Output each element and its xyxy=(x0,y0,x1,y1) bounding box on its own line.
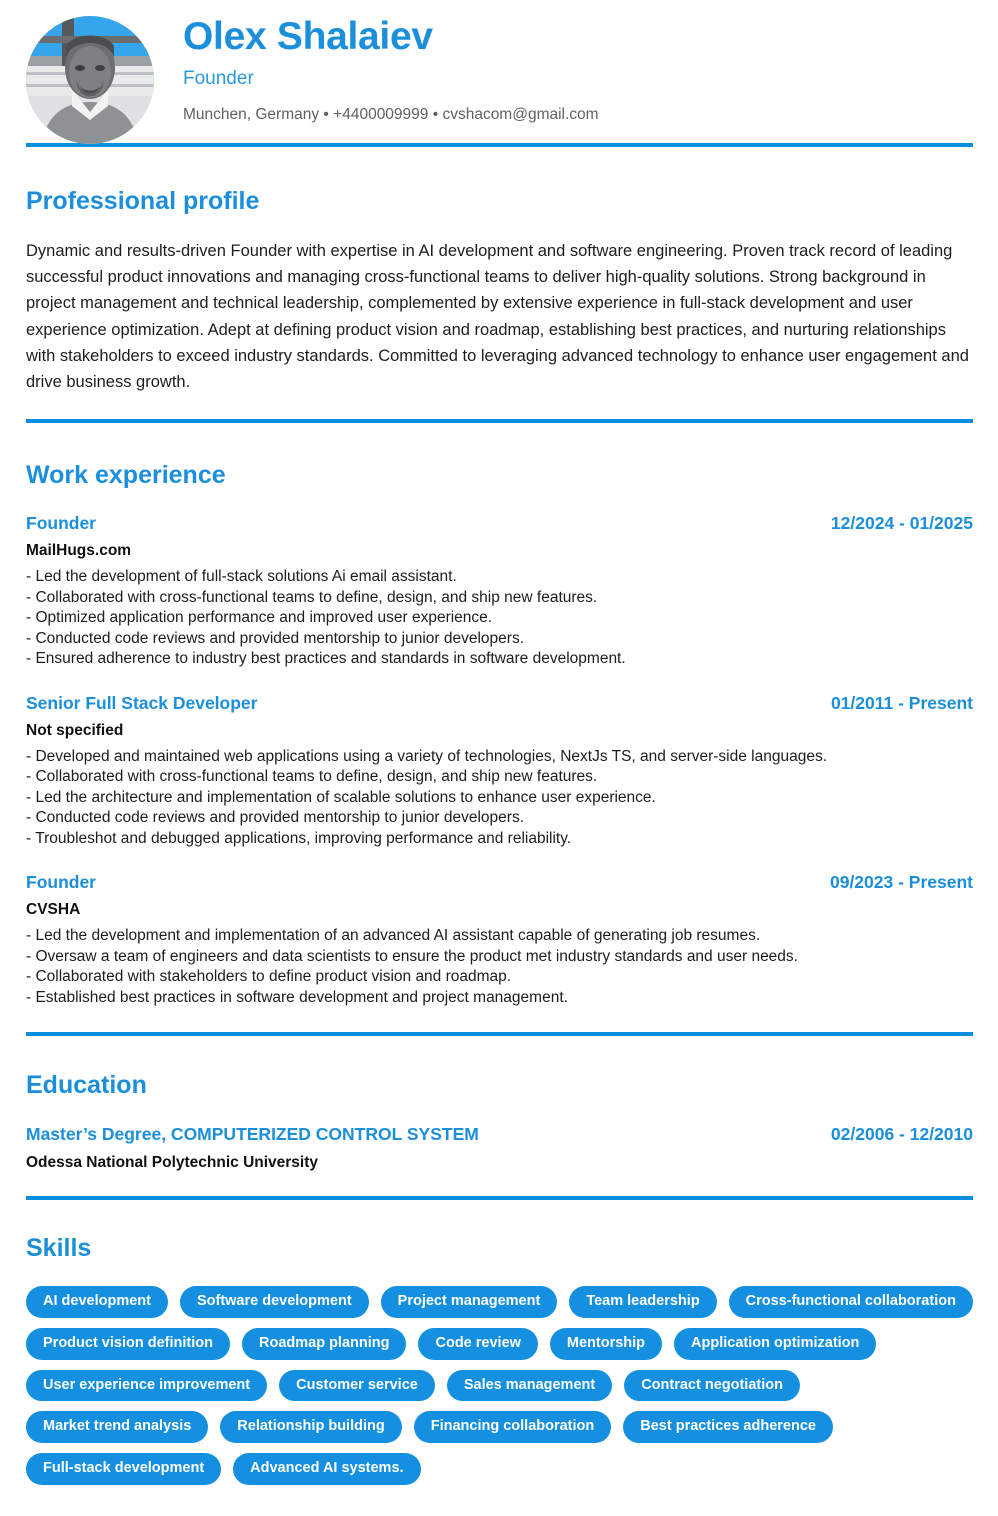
section-title-skills: Skills xyxy=(26,1234,92,1263)
section-education xyxy=(26,1036,973,1172)
skill-tag: Mentorship xyxy=(550,1328,662,1360)
bullet-item: - Established best practices in software development and project management. xyxy=(26,988,568,1006)
avatar xyxy=(26,16,154,144)
bullet-item: - Led the development of full-stack solutions Ai email assistant. xyxy=(26,568,457,586)
skill-tag: Best practices adherence xyxy=(623,1411,833,1443)
education-entry xyxy=(26,1124,973,1172)
work-entry-company: MailHugs.com xyxy=(26,542,132,560)
work-entry-head xyxy=(26,872,973,893)
skill-tag: Full-stack development xyxy=(26,1453,221,1485)
work-entry-company: CVSHA xyxy=(26,901,81,919)
work-entry-bullets xyxy=(26,567,973,670)
work-entry xyxy=(26,872,973,1008)
bullet-item: - Led the architecture and implementation of scalable solutions to enhance user experience. xyxy=(26,788,656,806)
bullet-item: - Optimized application performance and improved user experience. xyxy=(26,609,493,627)
work-entry xyxy=(26,513,973,670)
work-entry-head xyxy=(26,513,973,534)
education-degree: Master’s Degree, COMPUTERIZED CONTROL SYSTEM xyxy=(26,1124,479,1145)
skill-tag: User experience improvement xyxy=(26,1370,267,1402)
work-entry-title: Senior Full Stack Developer xyxy=(26,692,258,713)
bullet-item: - Conducted code reviews and provided mentorship to junior developers. xyxy=(26,809,525,827)
skill-tag: Code review xyxy=(418,1328,537,1360)
skill-tag: Application optimization xyxy=(674,1328,876,1360)
skill-tag: Financing collaboration xyxy=(414,1411,612,1443)
work-entry-title: Founder xyxy=(26,872,96,893)
skill-tag: Advanced AI systems. xyxy=(233,1453,420,1485)
skills-list xyxy=(26,1286,973,1484)
education-dates: 02/2006 - 12/2010 xyxy=(830,1124,973,1145)
work-entry-title: Founder xyxy=(26,513,96,534)
header-text-block xyxy=(183,12,973,125)
work-entry-dates: 01/2011 - Present xyxy=(830,692,973,713)
work-entry-company: Not specified xyxy=(26,721,124,739)
work-entry-head xyxy=(26,693,973,714)
skill-tag: Sales management xyxy=(447,1370,612,1402)
education-school: Odessa National Polytechnic University xyxy=(26,1154,319,1172)
work-entry-bullets xyxy=(26,747,973,850)
work-entry-bullets xyxy=(26,926,973,1008)
bullet-item: - Troubleshot and debugged applications, improving performance and reliability. xyxy=(26,829,572,847)
work-entry xyxy=(26,693,973,850)
section-work-experience xyxy=(26,423,973,1008)
resume-header xyxy=(26,0,973,143)
skill-tag: AI development xyxy=(26,1286,168,1318)
work-entry-dates: 09/2023 - Present xyxy=(829,872,973,893)
section-professional-profile xyxy=(26,147,973,395)
skill-tag: Contract negotiation xyxy=(624,1370,800,1402)
skill-tag: Relationship building xyxy=(220,1411,401,1443)
header-contact-line: Munchen, Germany • +4400009999 • cvshacom@gmail.com xyxy=(183,106,599,123)
skill-tag: Customer service xyxy=(279,1370,435,1402)
section-title-professional-profile: Professional profile xyxy=(26,187,260,215)
bullet-item: - Collaborated with cross-functional teams to define, design, and ship new features. xyxy=(26,588,598,606)
bullet-item: - Collaborated with stakeholders to define product vision and roadmap. xyxy=(26,968,512,986)
skill-tag: Roadmap planning xyxy=(242,1328,407,1360)
page-title: Olex Shalaiev xyxy=(183,15,433,58)
section-title-work-experience: Work experience xyxy=(26,461,226,490)
bullet-item: - Conducted code reviews and provided mentorship to junior developers. xyxy=(26,629,525,647)
header-role: Founder xyxy=(183,68,254,90)
bullet-item: - Collaborated with cross-functional teams to define, design, and ship new features. xyxy=(26,768,598,786)
section-skills xyxy=(26,1200,973,1484)
education-entry-head xyxy=(26,1124,973,1145)
portrait-photo-icon xyxy=(26,16,154,144)
skill-tag: Market trend analysis xyxy=(26,1411,208,1443)
work-entry-dates: 12/2024 - 01/2025 xyxy=(830,513,973,534)
skill-tag: Software development xyxy=(180,1286,369,1318)
bullet-item: - Ensured adherence to industry best practices and standards in software development. xyxy=(26,650,626,668)
skill-tag: Team leadership xyxy=(569,1286,716,1318)
bullet-item: - Developed and maintained web applications using a variety of technologies, NextJs TS, and server-side languages. xyxy=(26,747,828,765)
skill-tag: Project management xyxy=(381,1286,558,1318)
section-title-education: Education xyxy=(26,1071,147,1100)
skill-tag: Cross-functional collaboration xyxy=(729,1286,973,1318)
bullet-item: - Led the development and implementation of an advanced AI assistant capable of generating job resumes. xyxy=(26,927,761,945)
skill-tag: Product vision definition xyxy=(26,1328,230,1360)
bullet-item: - Oversaw a team of engineers and data scientists to ensure the product met industry standards and user needs. xyxy=(26,947,798,965)
professional-profile-text: Dynamic and results-driven Founder with expertise in AI development and software engineering. Proven track record of leading successful product innovations and managing cross-functional teams to deliver high-quality solutions. Strong background in project management and technical leadership, complemented by extensive experience in full-stack development and user experience optimization. Adept at defining product vision and roadmap, establishing best practices, and nurturing relationships with stakeholders to exceed industry standards. Committed to leveraging advanced technology to enhance user engagement and drive business growth. xyxy=(26,242,969,392)
